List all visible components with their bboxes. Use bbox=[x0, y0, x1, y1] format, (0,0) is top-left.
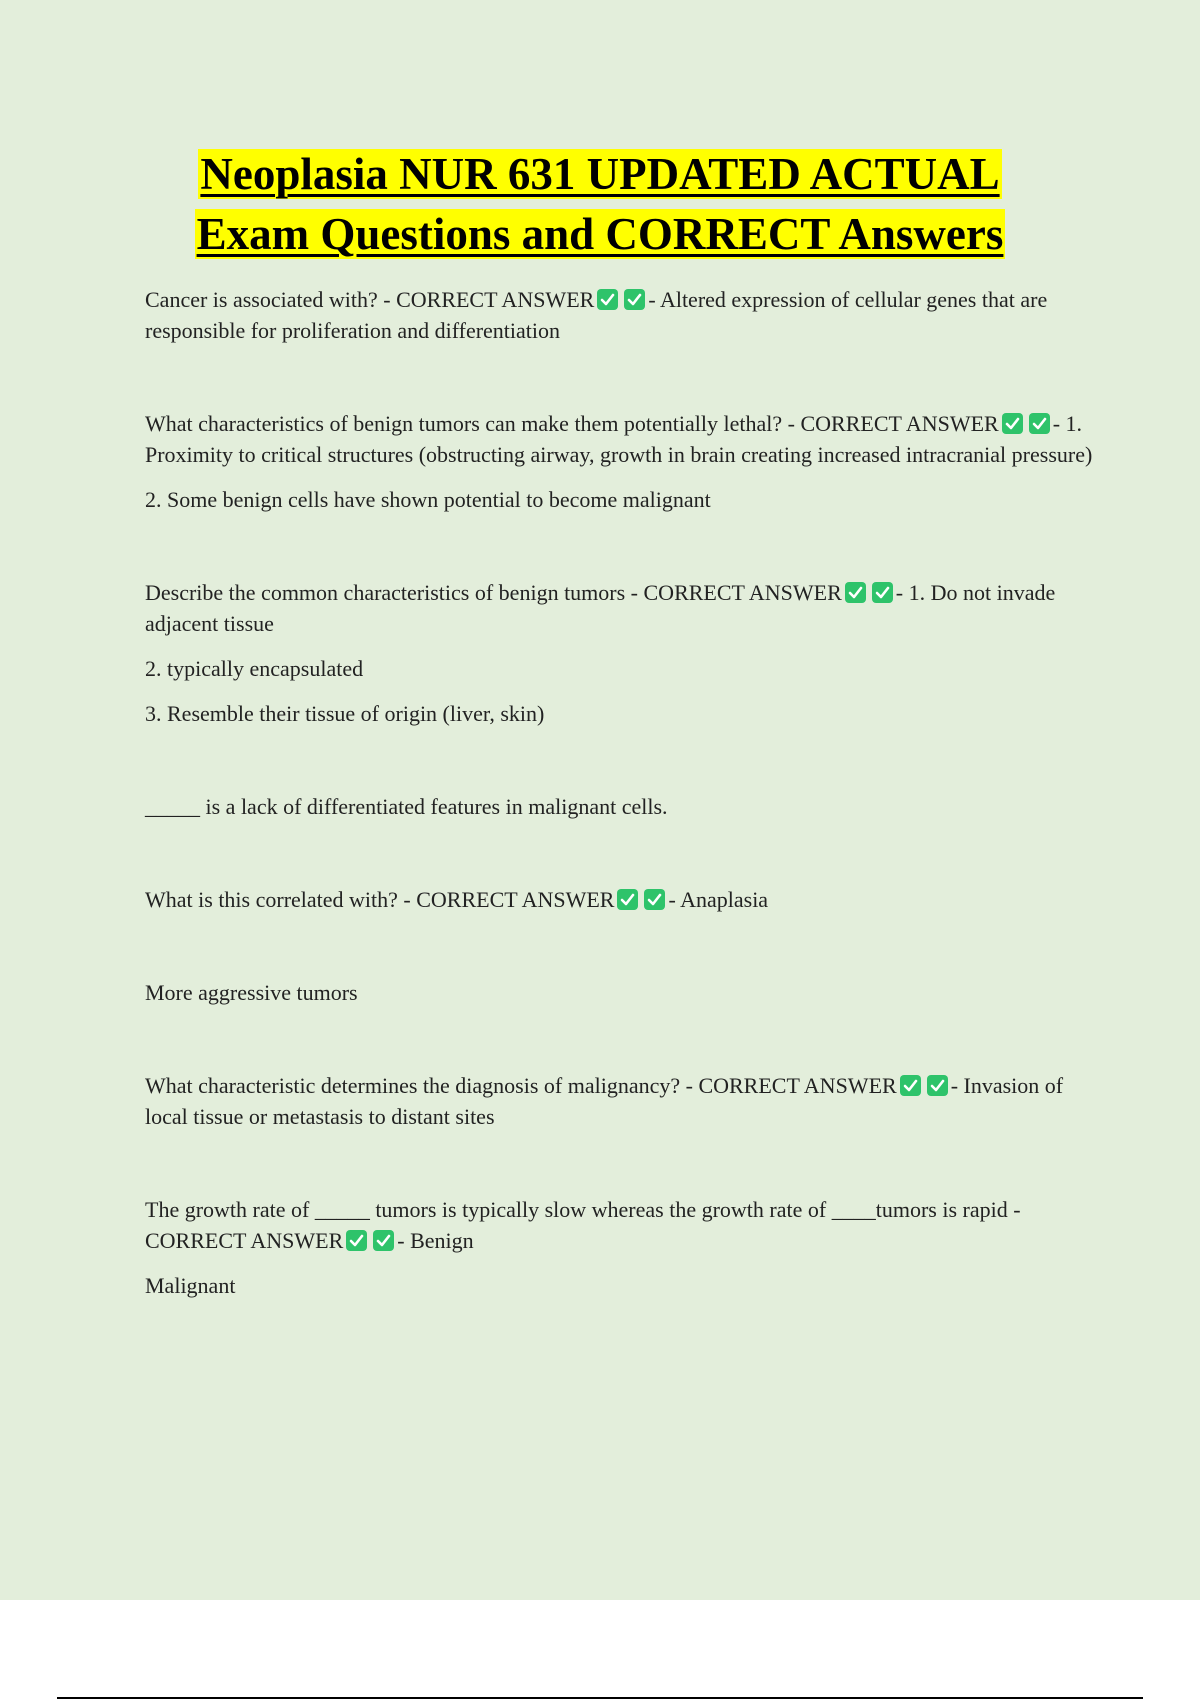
question-answer bbox=[145, 577, 1095, 639]
paragraph-text: _____ is a lack of differentiated features in malignant cells. bbox=[145, 794, 668, 819]
question-text: What characteristics of benign tumors can make them potentially lethal? - CORRECT ANSWER bbox=[145, 411, 999, 436]
text-paragraph bbox=[145, 977, 1095, 1008]
check-box-icon bbox=[644, 889, 665, 910]
question-answer bbox=[145, 1194, 1095, 1256]
answer-text: - 1. Proximity to critical structures (obstructing airway, growth in brain creating increased intracranial pressure) bbox=[145, 411, 1093, 467]
question-answer bbox=[145, 408, 1095, 470]
question-answer bbox=[145, 1070, 1095, 1132]
title-line-1: Neoplasia NUR 631 UPDATED ACTUAL bbox=[200, 149, 1000, 199]
check-box-icon bbox=[597, 289, 618, 310]
question-answer bbox=[145, 284, 1095, 346]
qa-list bbox=[145, 284, 1095, 1301]
check-box-icon bbox=[1002, 413, 1023, 434]
answer-continuation: 2. Some benign cells have shown potential to become malignant bbox=[145, 487, 711, 512]
question-text: Describe the common characteristics of benign tumors - CORRECT ANSWER bbox=[145, 580, 842, 605]
check-box-icon bbox=[346, 1230, 367, 1251]
question-answer bbox=[145, 884, 1095, 915]
title-line-2: Exam Questions and CORRECT Answers bbox=[196, 209, 1004, 259]
question-text: Cancer is associated with? - CORRECT ANSWER bbox=[145, 287, 595, 312]
check-box-icon bbox=[927, 1075, 948, 1096]
answer-text: - Altered expression of cellular genes that are responsible for proliferation and differentiation bbox=[145, 287, 1048, 343]
check-box-icon bbox=[872, 582, 893, 603]
check-box-icon bbox=[900, 1075, 921, 1096]
paragraph-text: More aggressive tumors bbox=[145, 980, 358, 1005]
check-box-icon bbox=[845, 582, 866, 603]
answer-continuation: Malignant bbox=[145, 1273, 236, 1298]
question-text: What is this correlated with? - CORRECT ANSWER bbox=[145, 887, 615, 912]
check-box-icon bbox=[617, 889, 638, 910]
answer-text: - 1. Do not invade adjacent tissue bbox=[145, 580, 1056, 636]
check-box-icon bbox=[624, 289, 645, 310]
answer-continuation: 3. Resemble their tissue of origin (liver, skin) bbox=[145, 701, 545, 726]
question-text: What characteristic determines the diagnosis of malignancy? - CORRECT ANSWER bbox=[145, 1073, 897, 1098]
check-box-icon bbox=[373, 1230, 394, 1251]
question-text: The growth rate of _____ tumors is typically slow whereas the growth rate of ____tumors is rapid - CORRECT ANSWER bbox=[145, 1197, 1021, 1253]
answer-text: - Invasion of local tissue or metastasis to distant sites bbox=[145, 1073, 1064, 1129]
text-paragraph bbox=[145, 791, 1095, 822]
document-title bbox=[0, 144, 1200, 264]
answer-text: - Benign bbox=[397, 1228, 474, 1253]
answer-continuation: 2. typically encapsulated bbox=[145, 656, 364, 681]
answer-text: - Anaplasia bbox=[668, 887, 769, 912]
footer-divider bbox=[57, 1697, 1143, 1699]
check-box-icon bbox=[1029, 413, 1050, 434]
